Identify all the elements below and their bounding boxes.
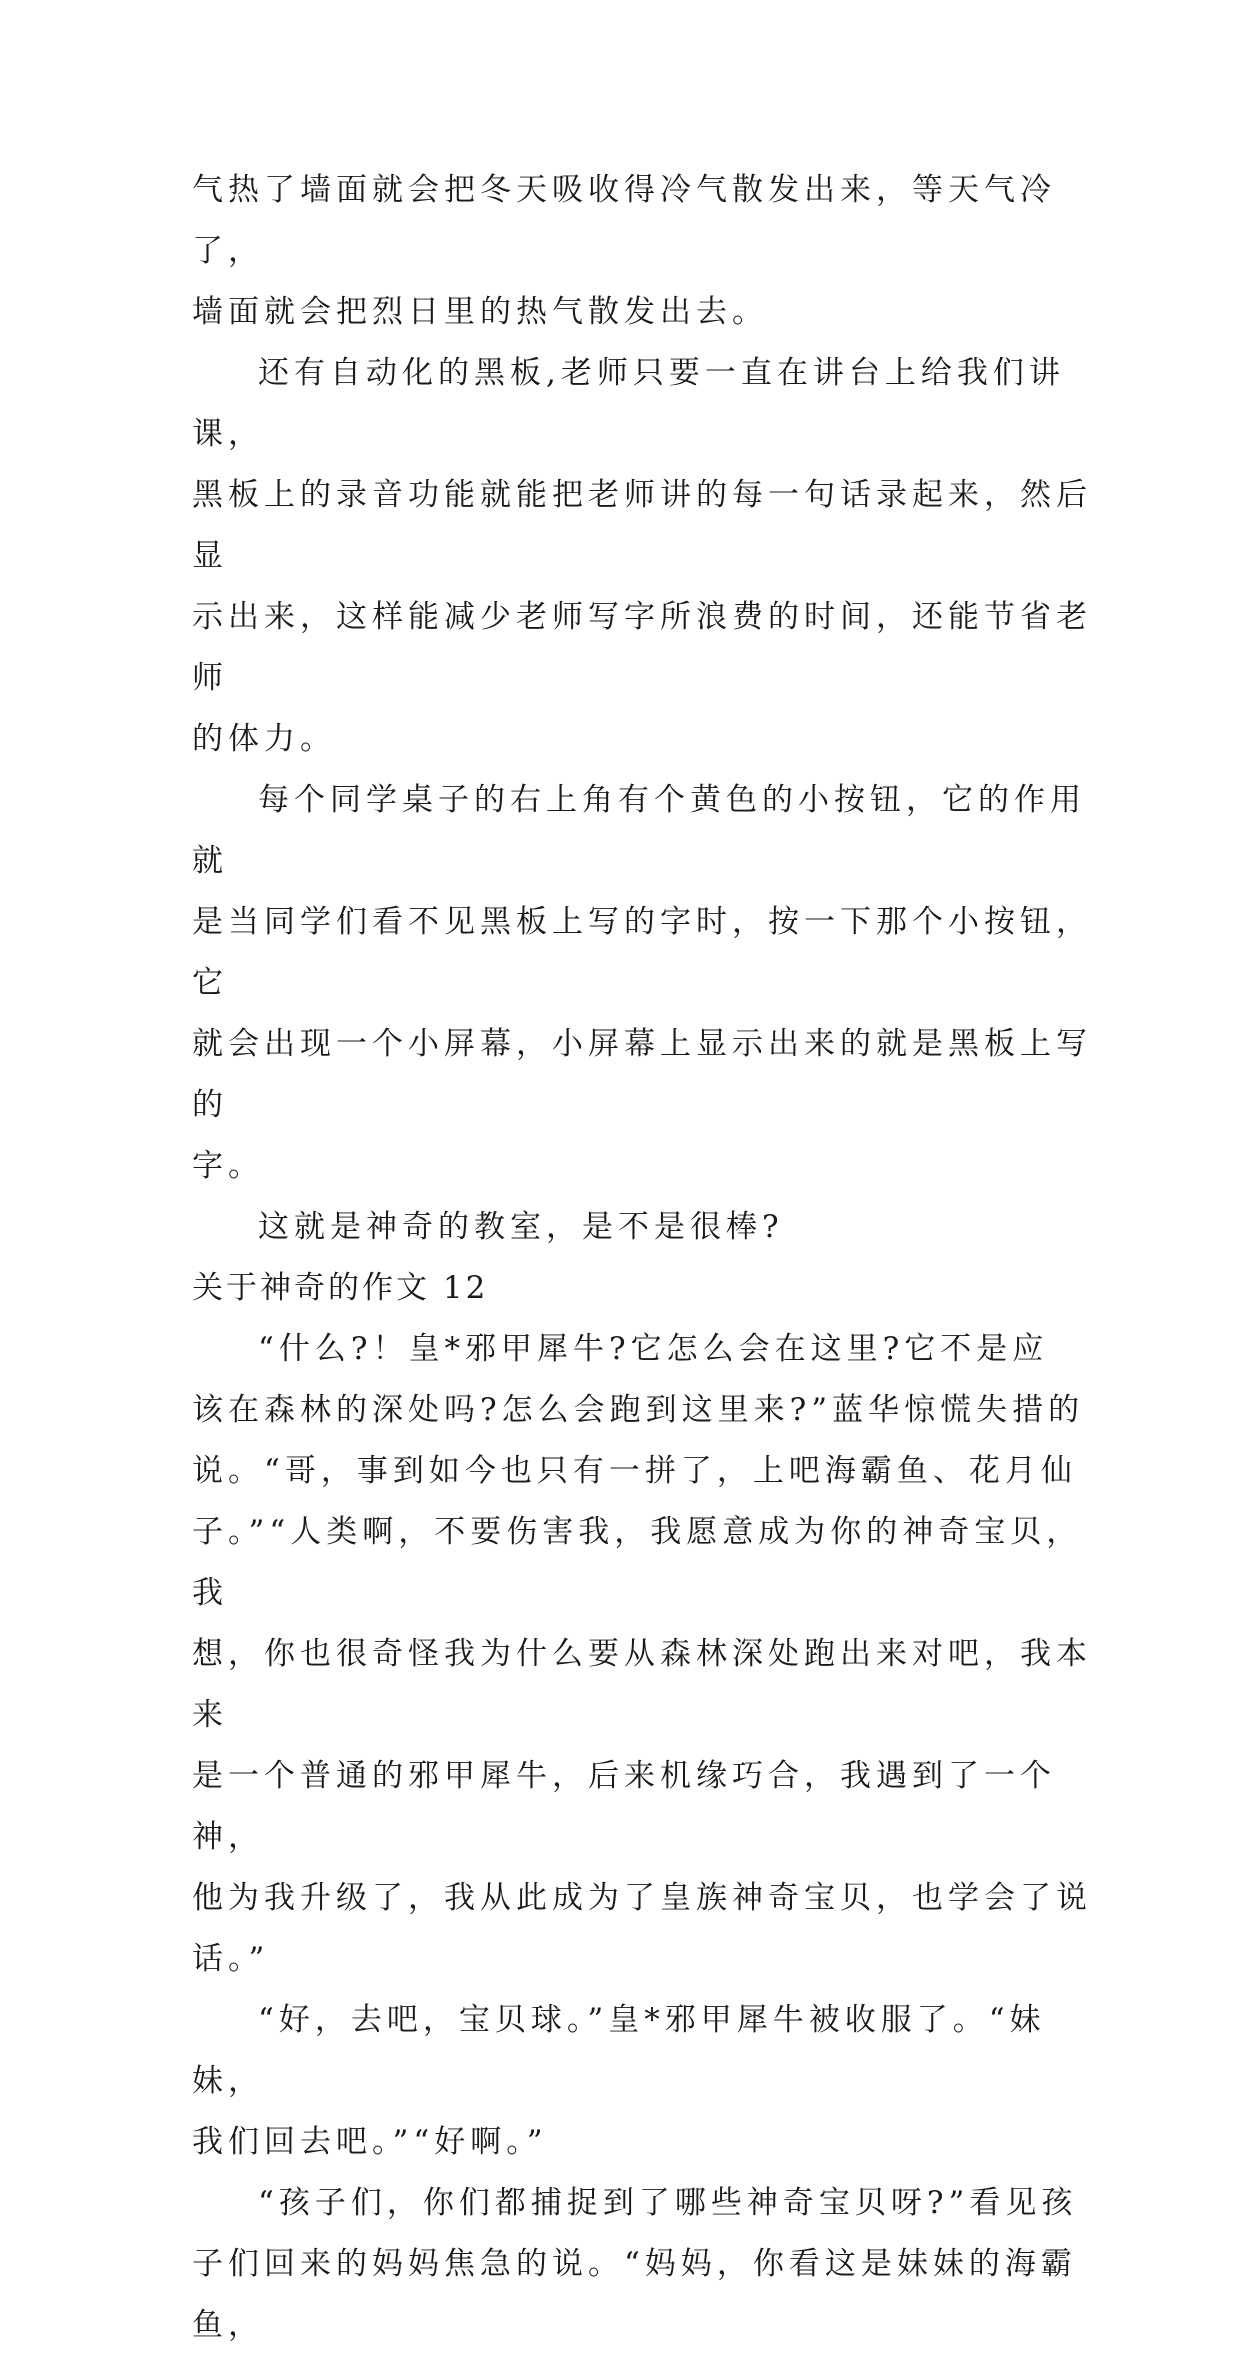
paragraph-pokeball — [192, 1990, 1102, 2173]
text-line: 字。 — [192, 1148, 264, 1184]
paragraph-walls — [192, 160, 1102, 343]
text-line: 的体力。 — [192, 721, 336, 757]
paragraph-rhino — [192, 1319, 1102, 1990]
text-line: 话。” — [192, 1941, 270, 1977]
text-line: 还有自动化的黑板,老师只要一直在讲台上给我们讲课， — [192, 355, 1065, 452]
text-line: “孩子们，你们都捕捉到了哪些神奇宝贝呀?”看见孩 — [258, 2185, 1078, 2221]
document-body — [192, 160, 1102, 2356]
text-line: 这就是神奇的教室，是不是很棒? — [258, 1209, 784, 1245]
text-line: 子们回来的妈妈焦急的说。“妈妈，你看这是妹妹的海霸鱼， — [192, 2246, 1077, 2343]
text-line: “好，去吧，宝贝球。”皇*邪甲犀牛被收服了。“妹妹， — [192, 2002, 1046, 2099]
paragraph-desk-button — [192, 770, 1102, 1197]
essay-heading: 关于神奇的作文 12 — [192, 1270, 489, 1306]
text-line: 说。“哥，事到如今也只有一拼了，上吧海霸鱼、花月仙 — [192, 1453, 1077, 1489]
text-line: 黑板上的录音功能就能把老师讲的每一句话录起来，然后显 — [192, 477, 1092, 574]
text-line: 是当同学们看不见黑板上写的字时，按一下那个小按钮，它 — [192, 904, 1092, 1001]
paragraph-mother — [192, 2173, 1102, 2356]
text-line: 示出来，这样能减少老师写字所浪费的时间，还能节省老师 — [192, 599, 1092, 696]
text-line: “什么?！皇*邪甲犀牛?它怎么会在这里?它不是应 — [258, 1331, 1049, 1367]
text-line: 我们回去吧。”“好啊。” — [192, 2124, 548, 2160]
paragraph-conclusion — [192, 1197, 1102, 1258]
text-line: 每个同学桌子的右上角有个黄色的小按钮，它的作用就 — [192, 782, 1086, 879]
text-line: 想，你也很奇怪我为什么要从森林深处跑出来对吧，我本来 — [192, 1636, 1092, 1733]
text-line: 子。”“人类啊，不要伤害我，我愿意成为你的神奇宝贝，我 — [192, 1514, 1083, 1611]
text-line: 墙面就会把烈日里的热气散发出去。 — [192, 294, 768, 330]
text-line: 该在森林的深处吗?怎么会跑到这里来?”蓝华惊慌失措的 — [192, 1392, 1085, 1428]
text-line: 是一个普通的邪甲犀牛，后来机缘巧合，我遇到了一个神， — [192, 1758, 1056, 1855]
text-line: 就会出现一个小屏幕，小屏幕上显示出来的就是黑板上写的 — [192, 1026, 1092, 1123]
paragraph-blackboard — [192, 343, 1102, 770]
text-line: 他为我升级了，我从此成为了皇族神奇宝贝，也学会了说 — [192, 1880, 1092, 1916]
text-line: 气热了墙面就会把冬天吸收得冷气散发出来，等天气冷了， — [192, 172, 1056, 269]
